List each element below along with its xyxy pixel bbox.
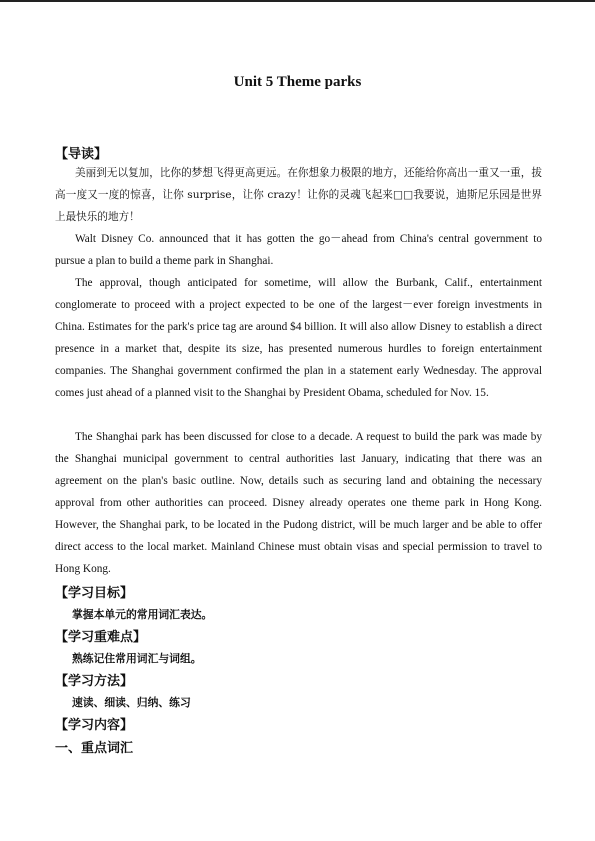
article-paragraph-2: The approval, though anticipated for sometime, will allow the Burbank, Calif., entertainment conglomerate to proceed with a project expected to be one of the largest－ever foreign investments in China. Estimates for the park's price tag are around $4 billion. It will also allow Disney to establish a direct presence in a market that, despite its size, has presented numerous hurdles to foreign entertainment companies. The Shanghai government confirmed the plan in a statement early Wednesday. The approval comes just ahead of a planned visit to the Shanghai by President Obama, scheduled for Nov. 15. [55,277,542,399]
article-paragraph-1: Walt Disney Co. announced that it has gotten the go－ahead from China's central government to pursue a plan to build a theme park in Shanghai. [55,233,542,267]
intro-paragraph-cn: 美丽到无以复加，比你的梦想飞得更高更远。在你想象力极限的地方，还能给你高出一重又一重，拔高一度又一度的惊喜，让你 surprise，让你 crazy！让你的灵魂飞起来□□我要说，迪斯尼乐园是世界上最快乐的地方！ [55,167,542,223]
section-heading-daodu: 【导读】 [55,147,108,162]
goal-text: 掌握本单元的常用词汇表达。 [72,608,213,621]
top-rule [0,0,595,2]
method-text: 速读、细读、归纳、练习 [72,696,191,709]
part-one-heading: 一、重点词汇 [55,741,134,756]
section-heading-goals: 【学习目标】 [55,586,134,601]
article-paragraph-3: The Shanghai park has been discussed for close to a decade. A request to build the park was made by the Shanghai municipal government to central authorities last January, indicating that there was an agreement on the plan's basic outline. Now, details such as securing land and obtaining the necessary approval from other authorities can proceed. Disney already operates one theme park in Hong Kong. However, the Shanghai park, to be located in the Pudong district, will be much larger and be able to offer direct access to the local market. Mainland Chinese must obtain visas and special permission to travel to Hong Kong. [55,431,542,575]
page-title: Unit 5 Theme parks [233,74,362,90]
keypoint-text: 熟练记住常用词汇与词组。 [72,652,202,665]
section-heading-keypoints: 【学习重难点】 [55,630,147,645]
section-heading-methods: 【学习方法】 [55,674,134,689]
section-heading-content: 【学习内容】 [55,718,134,733]
